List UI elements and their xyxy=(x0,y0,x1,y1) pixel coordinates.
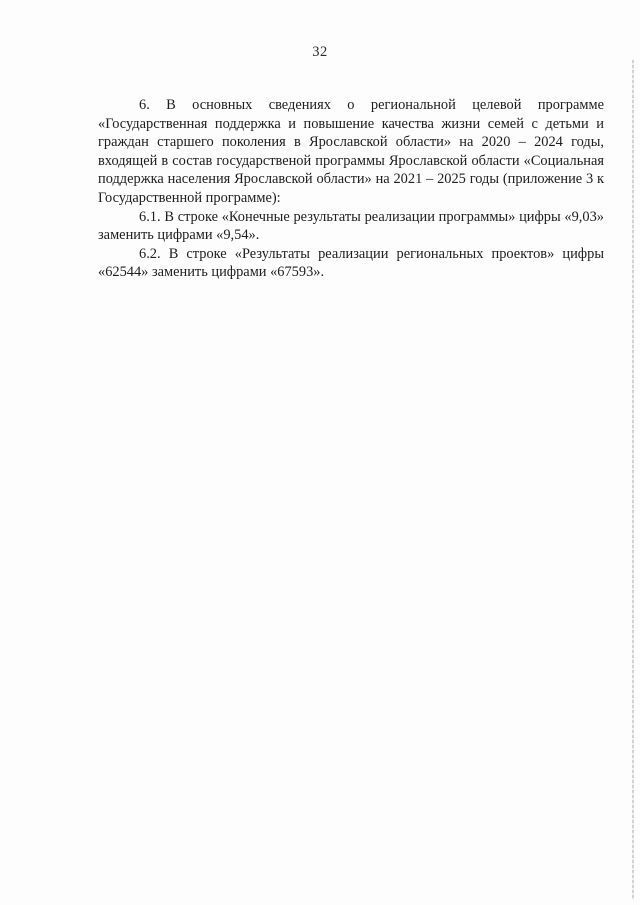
paragraph-item-6-2: 6.2. В строке «Результаты реализации региональных проектов» цифры «62544» заменить цифрами «67593». xyxy=(98,245,604,281)
scan-edge-artifact xyxy=(632,60,634,900)
document-body xyxy=(98,96,604,282)
paragraph-item-6: 6. В основных сведениях о региональной целевой программе «Государственная поддержка и повышение качества жизни семей с детьми и граждан старшего поколения в Ярославской области» на 2020 – 2024 годы, входящей в состав государственой программы Ярославской области «Социальная поддержка населения Ярославской области» на 2021 – 2025 годы (приложение 3 к Государственной программе): xyxy=(98,97,604,206)
paragraph-item-6-1: 6.1. В строке «Конечные результаты реализации программы» цифры «9,03» заменить цифрами «9,54». xyxy=(98,208,604,244)
page-number: 32 xyxy=(312,44,328,60)
